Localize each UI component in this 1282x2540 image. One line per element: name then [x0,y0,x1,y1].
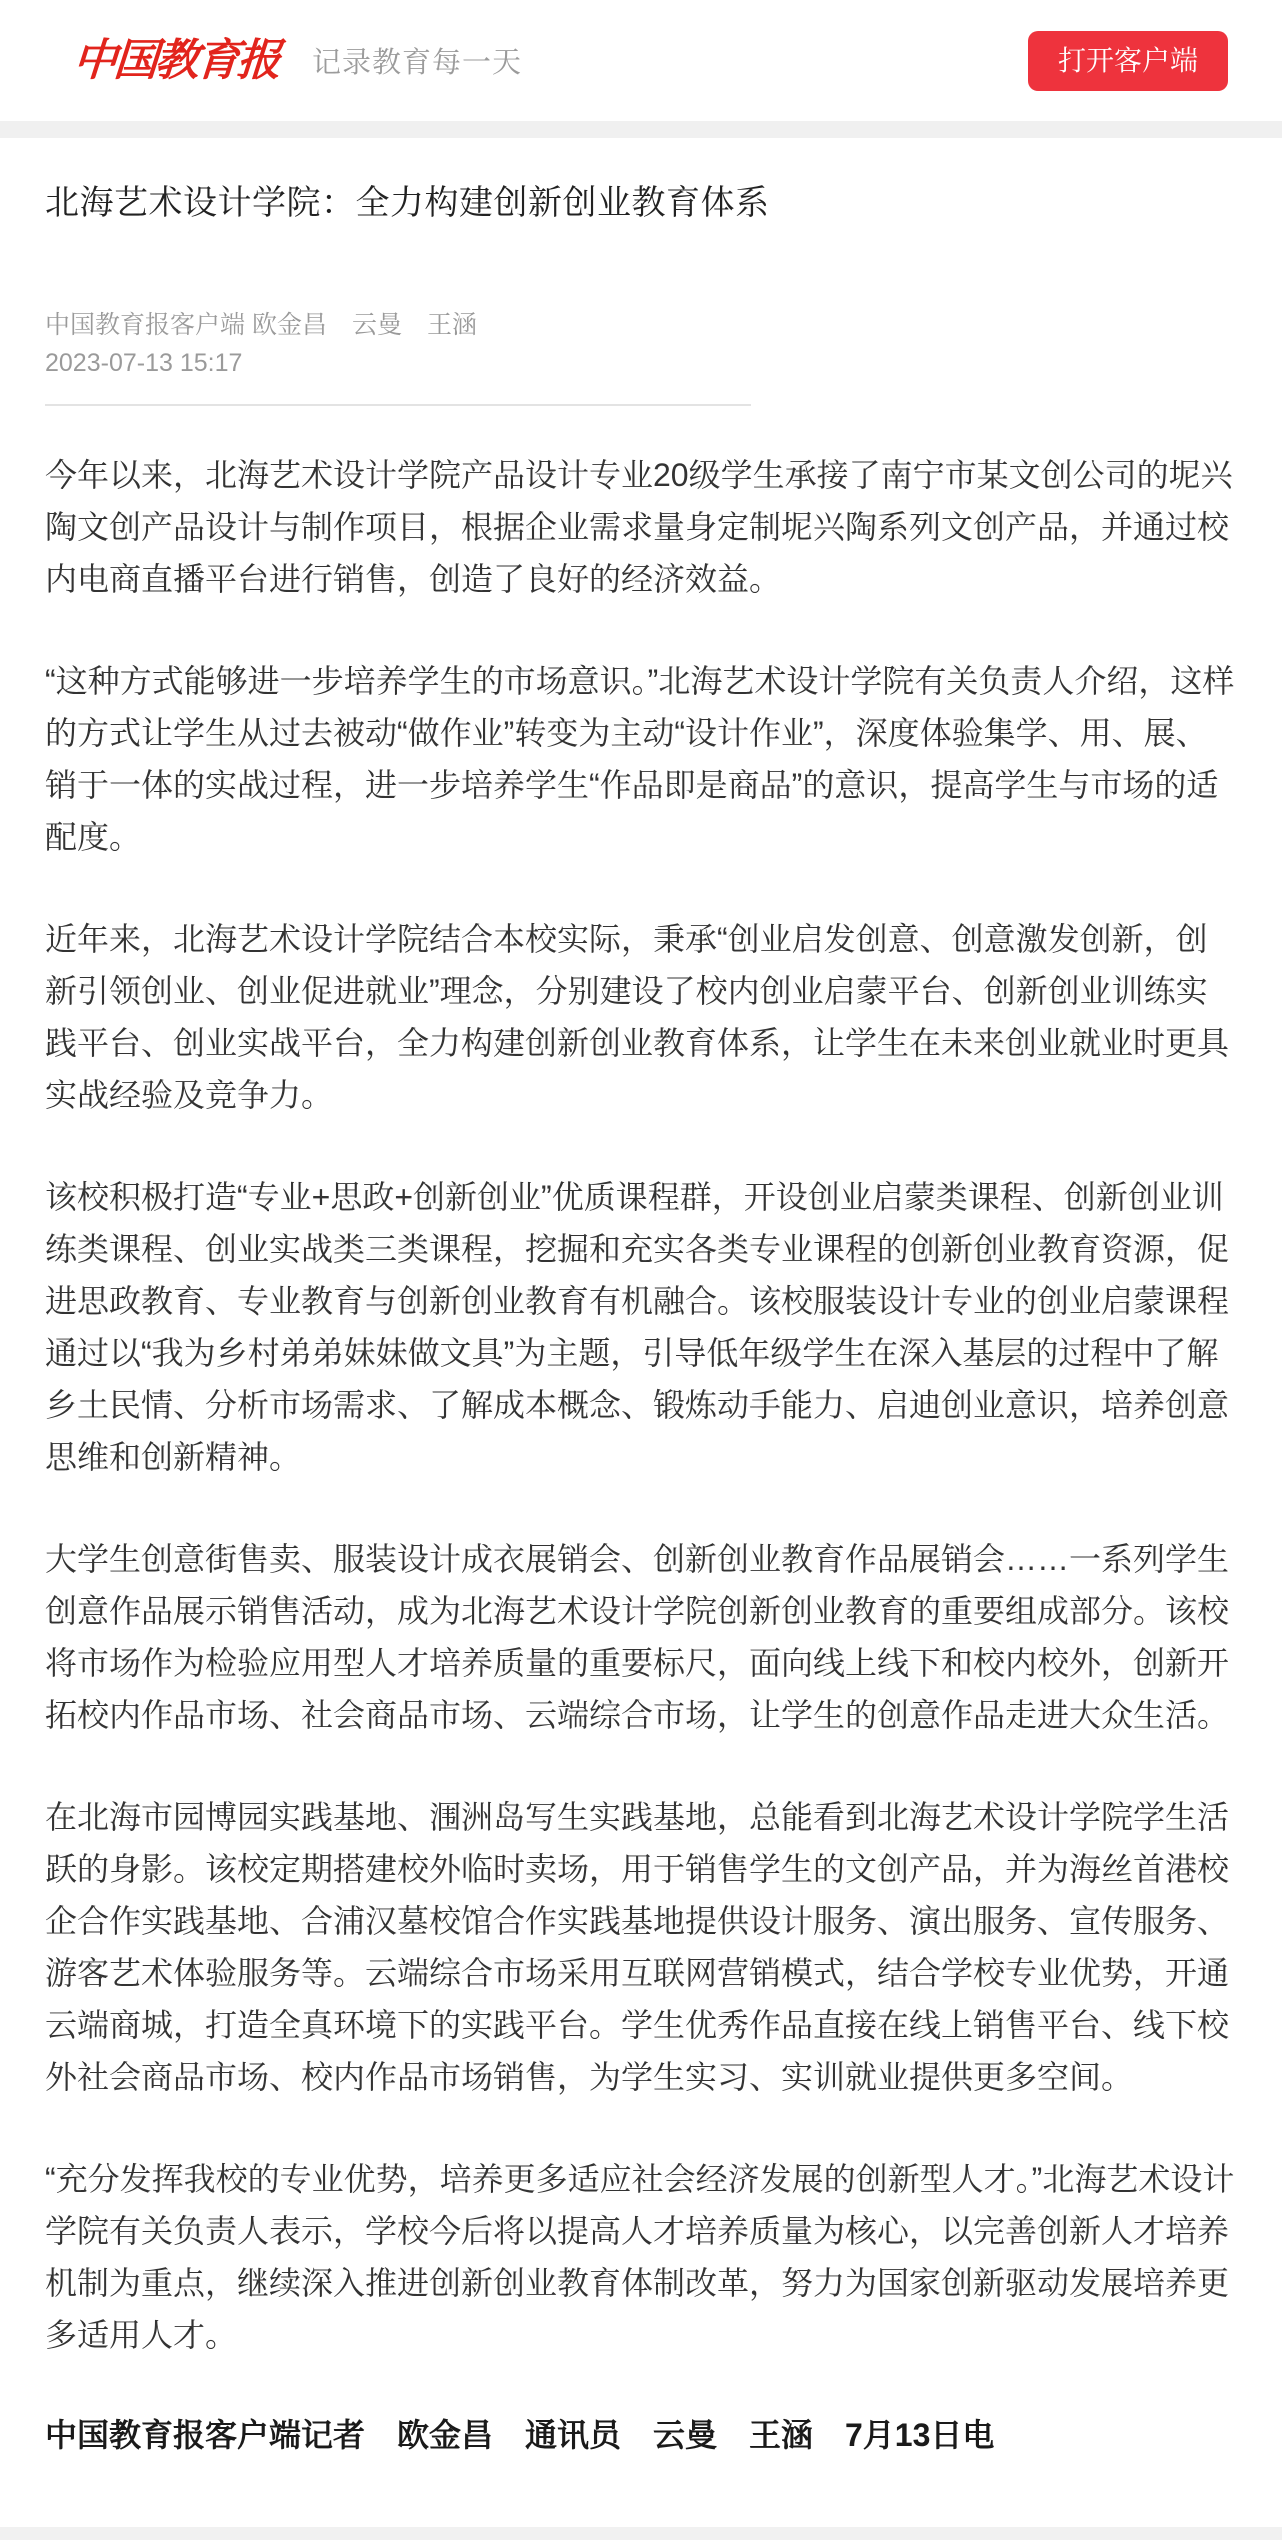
article-paragraph: 该校积极打造“专业+思政+创新创业”优质课程群，开设创业启蒙类课程、创新创业训练类课程、创业实战类三类课程，挖掘和充实各类专业课程的创新创业教育资源，促进思政教育、专业教育与创新创业教育有机融合。该校服装设计专业的创业启蒙课程通过以“我为乡村弟弟妹妹做文具”为主题，引导低年级学生在深入基层的过程中了解乡土民情、分析市场需求、了解成本概念、锻炼动手能力、启迪创业意识，培养创意思维和创新精神。 [45,1179,1230,1475]
article [0,183,1282,2452]
masthead-tagline: 记录教育每一天 [312,47,523,79]
article-paragraph: 在北海市园博园实践基地、涠洲岛写生实践基地，总能看到北海艺术设计学院学生活跃的身影。该校定期搭建校外临时卖场，用于销售学生的文创产品，并为海丝首港校企合作实践基地、合浦汉墓校馆合作实践基地提供设计服务、演出服务、宣传服务、游客艺术体验服务等。云端综合市场采用互联网营销模式，结合学校专业优势，开通云端商城，打造全真环境下的实践平台。学生优秀作品直接在线上销售平台、线下校外社会商品市场、校内作品市场销售，为学生实习、实训就业提供更多空间。 [45,1799,1230,2095]
masthead-logo: 中国教育报 [71,35,280,85]
article-datetime: 2023-07-13 15:17 [45,349,243,377]
article-paragraph: 今年以来，北海艺术设计学院产品设计专业20级学生承接了南宁市某文创公司的坭兴陶文创产品设计与制作项目，根据企业需求量身定制坭兴陶系列文创产品，并通过校内电商直播平台进行销售，创造了良好的经济效益。 [45,457,1233,597]
header-divider-band [0,121,1282,138]
open-app-button[interactable]: 打开客户端 [1028,31,1228,91]
article-paragraph: “这种方式能够进一步培养学生的市场意识。”北海艺术设计学院有关负责人介绍，这样的方式让学生从过去被动“做作业”转变为主动“设计作业”，深度体验集学、用、展、销于一体的实战过程，进一步培养学生“作品即是商品”的意识，提高学生与市场的适配度。 [45,663,1235,855]
article-paragraph: 近年来，北海艺术设计学院结合本校实际，秉承“创业启发创意、创意激发创新，创新引领创业、创业促进就业”理念，分别建设了校内创业启蒙平台、创新创业训练实践平台、创业实战平台，全力构建创新创业教育体系，让学生在未来创业就业时更具实战经验及竞争力。 [45,921,1230,1113]
meta-divider [45,404,751,406]
app-header [0,0,1282,121]
masthead [71,35,1028,85]
article-byline: 中国教育报客户端 欧金昌 云曼 王涵 [45,311,477,339]
article-title: 北海艺术设计学院：全力构建创新创业教育体系 [45,184,770,222]
article-paragraph: 大学生创意街售卖、服装设计成衣展销会、创新创业教育作品展销会……一系列学生创意作品展示销售活动，成为北海艺术设计学院创新创业教育的重要组成部分。该校将市场作为检验应用型人才培养质量的重要标尺，面向线上线下和校内校外，创新开拓校内作品市场、社会商品市场、云端综合市场，让学生的创意作品走进大众生活。 [45,1541,1230,1733]
article-paragraph: “充分发挥我校的专业优势，培养更多适应社会经济发展的创新型人才。”北海艺术设计学院有关负责人表示，学校今后将以提高人才培养质量为核心，以完善创新人才培养机制为重点，继续深入推进创新创业教育体制改革，努力为国家创新驱动发展培养更多适用人才。 [45,2161,1235,2353]
article-body [45,449,1237,2361]
bottom-band [0,2527,1282,2540]
article-signature: 中国教育报客户端记者 欧金昌 通讯员 云曼 王涵 7月13日电 [45,2417,995,2453]
